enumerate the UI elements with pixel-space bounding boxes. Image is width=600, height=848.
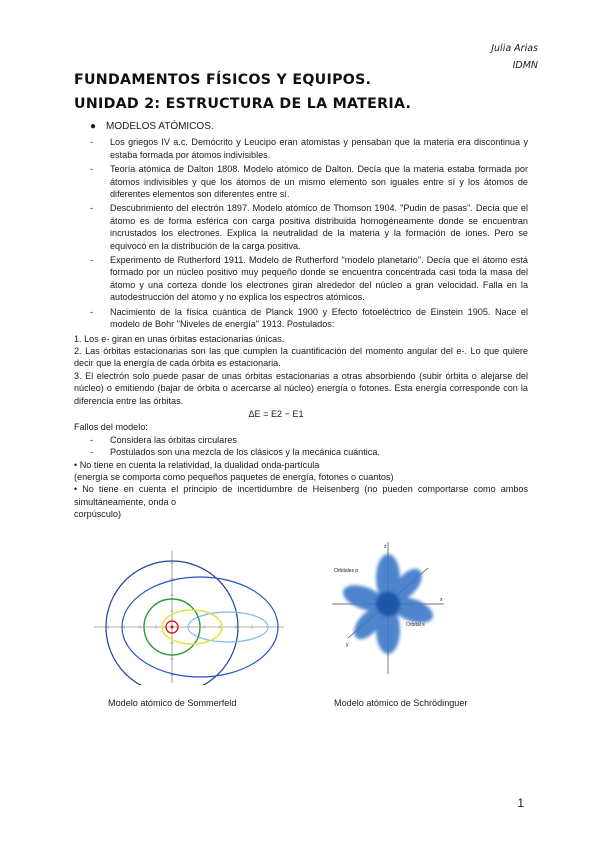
document-body xyxy=(74,121,528,521)
caption-sommerfeld: Modelo atómico de Sommerfeld xyxy=(108,698,237,708)
s-orbital-core xyxy=(376,592,400,616)
note-relativity: • No tiene en cuenta la relatividad, la dualidad onda-partícula xyxy=(74,459,320,470)
postulate-3: 3. El electrón solo puede pasar de unas órbitas estacionarias a otras absorbiendo (subir órbita o alejarse del núcleo) o emitiendo (bajar de órbita o acercarse al núcleo) energía o fotones. Esta energía corresponde con la diferencia entre las órbitas. xyxy=(74,370,528,406)
dash-marker: - xyxy=(90,255,94,266)
dash-marker: - xyxy=(90,447,94,458)
author-header xyxy=(491,40,538,74)
axis-label-x: x xyxy=(440,597,443,603)
section-heading xyxy=(90,121,528,133)
dash-marker: - xyxy=(90,164,94,175)
school-name: IDMN xyxy=(512,60,538,71)
note-energy: (energía se comporta como pequeños paquetes de energía, fotones o cuantos) xyxy=(74,471,394,482)
list-item xyxy=(74,306,528,331)
postulate-1: 1. Los e- giran en unas órbitas estacionarias únicas. xyxy=(74,333,285,344)
failure-text: Considera las órbitas circulares xyxy=(110,434,237,445)
list-item-text: Descubrimiento del electrón 1897. Modelo atómico de Thomson 1904. "Pudin de pasas". Decía que el átomo es de forma esférica con carga positiva distribuida homogéneamente donde se encuentran incrustados los electrones. Explica la neutralidad de la materia y la formación de iones. Pero se equivocó en la distribución de la carga positiva. xyxy=(110,203,528,251)
failures-heading: Fallos del modelo: xyxy=(74,422,148,433)
schrodinger-diagram xyxy=(328,538,448,678)
author-name: Julia Arias xyxy=(491,43,538,54)
list-item-text: Teoría atómica de Dalton 1808. Modelo atómico de Dalton. Decía que la materia estaba formada por átomos indivisibles y que los átomos de un mismo elemento son iguales entre sí y los átomos de diferentes elementos son diferentes entre sí. xyxy=(110,164,528,200)
list-item-text: Experimento de Rutherford 1911. Modelo de Rutherford "modelo planetario". Decía que el átomo está formado por un núcleo positivo muy pequeño donde se encuentra concentrada casi toda la masa del átomo y una corteza donde los electrones giran alrededor del núcleo a gran velocidad. Falla en la autodestrucción del átomo y no explica los espectros atómicos. xyxy=(110,255,528,303)
failure-item xyxy=(90,434,528,446)
section-heading-text: MODELOS ATÓMICOS. xyxy=(106,121,214,132)
list-item-text: Nacimiento de la física cuántica de Planck 1900 y Efecto fotoeléctrico de Einstein 1905. Nace el modelo de Bohr "Niveles de energía" 1913. Postulados: xyxy=(110,306,528,330)
energy-formula: ΔE = E2 − E1 xyxy=(248,408,304,419)
bullet-icon: ● xyxy=(90,121,97,132)
note-corpusculo: corpúsculo) xyxy=(74,509,122,520)
dash-marker: - xyxy=(90,434,94,445)
list-item xyxy=(74,163,528,200)
label-orbital-s: Orbital s xyxy=(406,622,425,628)
axis-label-y: y xyxy=(346,642,349,648)
postulate-2: 2. Las órbitas estacionarias son las que cumplen la cuantificación del momento angular del e-. Lo que quiere decir que la energía de cada órbita es estacionaria. xyxy=(74,345,528,369)
failure-item xyxy=(90,446,528,458)
dash-marker: - xyxy=(90,203,94,214)
course-title: FUNDAMENTOS FÍSICOS Y EQUIPOS. xyxy=(74,72,372,88)
dash-marker: - xyxy=(90,137,94,148)
list-item xyxy=(74,202,528,252)
list-item-text: Los griegos IV a.c. Demócrito y Leucipo eran atomistas y pensaban que la materia era discontinua y estaba formada por átomos indivisibles. xyxy=(110,137,528,160)
failure-text: Postulados son una mezcla de los clásicos y la mecánica cuántica. xyxy=(110,447,380,458)
sommerfeld-diagram xyxy=(88,545,288,685)
note-heisenberg: • No tiene en cuenta el principio de incertidumbre de Heisenberg (no pueden comportarse como ambos simultáneamente, onda o xyxy=(74,484,528,507)
axis-ticks xyxy=(108,563,268,675)
caption-schrodinger: Modelo atómico de Schrödinguer xyxy=(334,698,468,708)
nucleus-dot xyxy=(170,625,173,628)
list-item xyxy=(74,136,528,161)
list-item xyxy=(74,254,528,304)
axis-label-z: z xyxy=(384,544,387,550)
dash-marker: - xyxy=(90,306,94,317)
unit-title: UNIDAD 2: ESTRUCTURA DE LA MATERIA. xyxy=(74,96,412,112)
label-orbitales-p: Orbitales p xyxy=(334,568,359,574)
page-number: 1 xyxy=(517,796,524,810)
